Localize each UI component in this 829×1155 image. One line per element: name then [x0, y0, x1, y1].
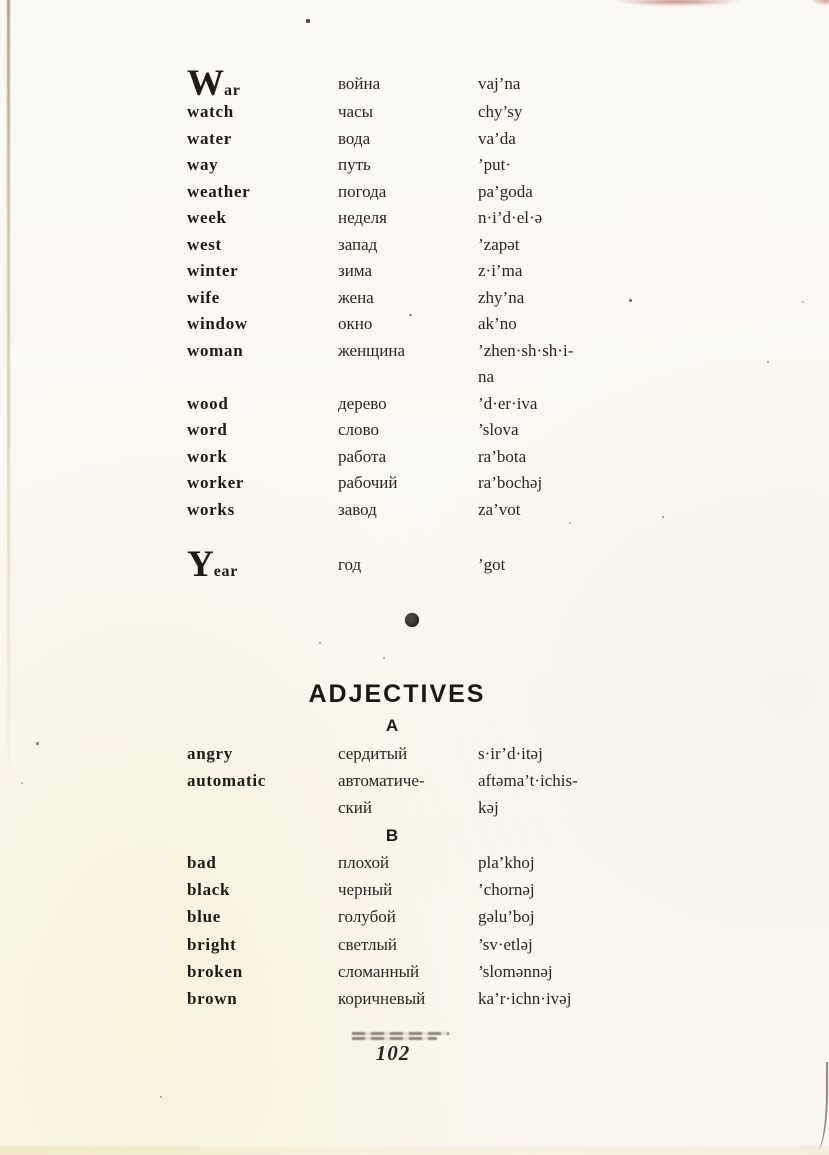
adjectives-group-a [187, 740, 747, 822]
english-word: wood [187, 393, 229, 413]
english-word: Year [187, 544, 239, 585]
russian-word: рабочий [338, 473, 398, 492]
russian-word: черный [338, 880, 393, 900]
phonetic-transcription: ’sv·etləj [478, 934, 533, 954]
phonetic-transcription: za’vot [478, 499, 521, 519]
russian-word: зима [338, 261, 372, 280]
drop-cap: W [187, 63, 224, 104]
vocab-row [187, 338, 747, 391]
vocab-row [187, 179, 747, 206]
phonetic-transcription: pa’goda [478, 181, 533, 201]
vocab-row [187, 740, 747, 767]
phonetic-transcription: gəlu’boj [478, 907, 535, 927]
vocabulary-table [187, 63, 747, 585]
letter-group-heading: A [385, 716, 399, 735]
vocab-row [187, 285, 747, 312]
english-word: watch [187, 102, 234, 121]
russian-word: часы [338, 102, 374, 121]
russian-word: работа [338, 446, 387, 466]
russian-word: светлый [338, 934, 398, 954]
page-number: 102 [375, 1041, 411, 1065]
phonetic-transcription: chy’sy [478, 102, 523, 121]
russian-word: сердитый [338, 744, 408, 763]
vocab-row [187, 311, 747, 338]
russian-word: женщина [338, 340, 405, 360]
scan-speck [319, 642, 321, 644]
english-word: winter [187, 261, 239, 280]
english-word: blue [187, 907, 221, 927]
vocab-row [187, 126, 747, 153]
section-divider-dot-icon [405, 613, 419, 627]
vocab-row [187, 258, 747, 285]
phonetic-transcription: s·ir’d·itəj [478, 744, 543, 763]
vocab-row [187, 958, 747, 985]
section-title: ADJECTIVES [308, 680, 486, 708]
russian-word: завод [338, 499, 377, 519]
english-word: automatic [187, 771, 267, 791]
english-word: brown [187, 988, 238, 1008]
english-word: bad [187, 853, 217, 872]
russian-word: автоматиче- ский [338, 771, 425, 818]
phonetic-transcription: pla’khoj [478, 853, 535, 872]
letter-group-heading: B [385, 826, 399, 845]
english-word: angry [187, 744, 233, 763]
russian-word: погода [338, 181, 387, 201]
english-word: black [187, 880, 231, 900]
scan-speck [383, 657, 385, 659]
english-word: water [187, 128, 233, 148]
english-word: window [187, 314, 248, 333]
russian-word: голубой [338, 907, 396, 927]
english-word: way [187, 155, 219, 174]
vocab-row [187, 99, 747, 126]
english-word: west [187, 234, 222, 254]
russian-word: год [338, 555, 362, 574]
phonetic-transcription: ka’r·ichn·ivəj [478, 988, 572, 1008]
phonetic-transcription: ra’bochəj [478, 473, 543, 492]
russian-word: коричневый [338, 988, 426, 1008]
phonetic-transcription: z·i’ma [478, 261, 523, 280]
phonetic-transcription: ’slomənnəj [478, 961, 553, 981]
phonetic-transcription: vaj’na [478, 74, 521, 93]
vocab-row [187, 470, 747, 497]
page-bottom-shadow [0, 1146, 829, 1155]
russian-word: путь [338, 155, 371, 174]
scan-red-smear [615, 0, 740, 6]
vocab-row [187, 903, 747, 930]
english-word: word [187, 420, 228, 439]
vocab-row [187, 497, 747, 524]
vocab-row [187, 931, 747, 958]
russian-word: война [338, 74, 381, 93]
english-word: War [187, 63, 241, 104]
vocab-row [187, 232, 747, 259]
russian-word: запад [338, 234, 378, 254]
phonetic-transcription: ra’bota [478, 446, 527, 466]
vocab-row [187, 876, 747, 903]
russian-word: окно [338, 314, 373, 333]
russian-word: сломанный [338, 961, 420, 981]
russian-word: дерево [338, 393, 387, 413]
scan-speck [802, 301, 804, 303]
phonetic-transcription: ’got [478, 555, 506, 574]
vocab-row [187, 205, 747, 232]
vocab-row [187, 152, 747, 179]
english-word: week [187, 208, 227, 227]
vocab-row [187, 444, 747, 471]
russian-word: слово [338, 420, 379, 439]
phonetic-transcription: zhy’na [478, 287, 525, 307]
english-word: broken [187, 961, 243, 981]
scan-red-smear-corner [812, 0, 829, 5]
scan-speck [21, 782, 23, 784]
phonetic-transcription: aftəma’t·ichis- kəj [478, 771, 578, 818]
phonetic-transcription: ak’no [478, 314, 517, 333]
vocab-row [187, 849, 747, 876]
english-word: woman [187, 340, 244, 360]
vocab-row [187, 391, 747, 418]
english-word: wife [187, 287, 221, 307]
russian-word: вода [338, 128, 371, 148]
phonetic-transcription: n·i’d·el·ə [478, 208, 543, 227]
english-word: worker [187, 473, 245, 492]
phonetic-transcription: ’zapət [478, 234, 520, 254]
scan-speck [306, 19, 310, 23]
vocab-row [187, 985, 747, 1012]
vocab-row [187, 417, 747, 444]
vocab-row [187, 544, 747, 585]
vocab-row [187, 767, 747, 821]
scan-speck [160, 1096, 162, 1098]
scan-speck [36, 742, 39, 745]
english-word: works [187, 499, 235, 519]
adjectives-group-b [187, 849, 747, 1012]
page-edge-curve [815, 1062, 828, 1150]
english-word: weather [187, 181, 251, 201]
phonetic-transcription: ’zhen·sh·sh·i- na [478, 340, 574, 386]
english-word: bright [187, 934, 237, 954]
phonetic-transcription: ’slova [478, 420, 519, 439]
drop-cap: Y [187, 544, 214, 585]
phonetic-transcription: va’da [478, 128, 516, 148]
english-word: work [187, 446, 228, 466]
phonetic-transcription: ’d·er·iva [478, 393, 538, 413]
vocab-row [187, 63, 747, 104]
phonetic-transcription: ’put· [478, 155, 512, 174]
scan-speck [767, 361, 769, 363]
russian-word: плохой [338, 853, 390, 872]
russian-word: неделя [338, 208, 387, 227]
page-binding-crease [7, 0, 10, 790]
phonetic-transcription: ’chornəj [478, 880, 535, 900]
russian-word: жена [338, 287, 374, 307]
